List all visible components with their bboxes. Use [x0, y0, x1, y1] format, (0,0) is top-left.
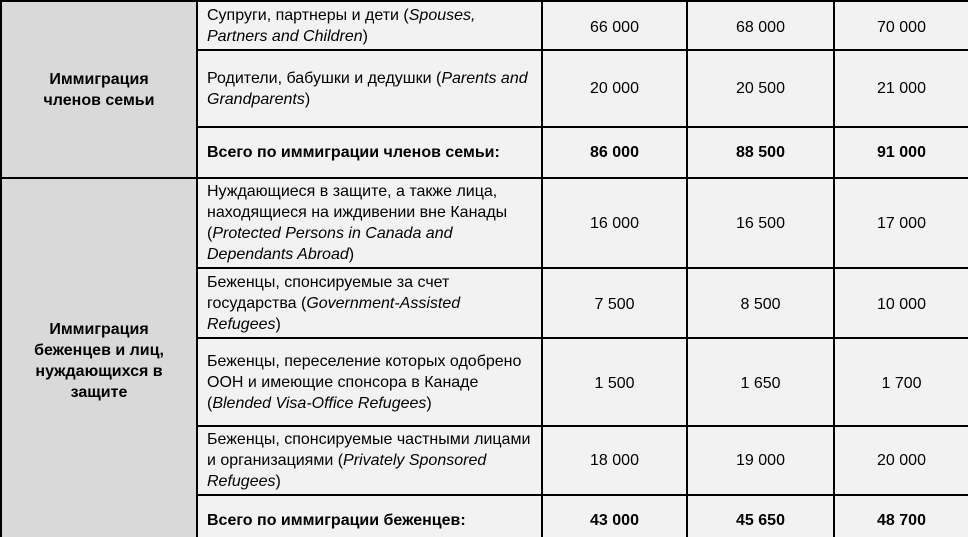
category-text-ru: Нуждающиеся в защите, а также лица, находящиеся на иждивении вне Канады (	[207, 183, 508, 242]
value-cell-year3: 17 000	[834, 178, 968, 268]
category-text-en: Protected Persons in Canada and Dependants Abroad	[207, 225, 453, 263]
category-cell-parents	[197, 50, 542, 127]
value-cell-year3: 1 700	[834, 338, 968, 426]
category-text-en: Parents and Grandparents	[207, 69, 528, 108]
table-row	[1, 1, 968, 50]
category-text-en: Privately Sponsored Refugees	[207, 452, 487, 490]
value-cell-year1: 18 000	[542, 426, 687, 495]
value-cell-year3: 10 000	[834, 268, 968, 338]
category-text-en: Blended Visa-Office Refugees	[212, 394, 427, 412]
table-row	[1, 178, 968, 268]
value-cell-year1: 16 000	[542, 178, 687, 268]
total-value-cell-year1: 43 000	[542, 495, 687, 537]
value-cell-year1: 20 000	[542, 50, 687, 127]
total-label-text: Всего по иммиграции беженцев:	[207, 512, 466, 529]
value-cell-year1: 7 500	[542, 268, 687, 338]
value-cell-year2: 20 500	[687, 50, 834, 127]
category-text-ru: Беженцы, спонсируемые за счет государства (	[207, 273, 450, 312]
value-cell-year1: 1 500	[542, 338, 687, 426]
total-value-cell-year2: 88 500	[687, 127, 834, 178]
value-cell-year1: 66 000	[542, 1, 687, 50]
category-text-close: )	[275, 315, 281, 333]
category-text-ru: Супруги, партнеры и дети (	[207, 6, 409, 24]
category-text-close: )	[304, 90, 311, 108]
total-label-cell-family	[197, 127, 542, 178]
total-value-cell-year3: 91 000	[834, 127, 968, 178]
value-cell-year2: 1 650	[687, 338, 834, 426]
total-value-cell-year1: 86 000	[542, 127, 687, 178]
category-text-en: Government-Assisted Refugees	[207, 294, 461, 333]
category-cell-protected-persons	[197, 178, 542, 268]
category-cell-privately-sponsored	[197, 426, 542, 495]
category-cell-government-assisted	[197, 268, 542, 338]
value-cell-year2: 16 500	[687, 178, 834, 268]
category-text-en: Spouses, Partners and Children	[207, 6, 476, 45]
total-value-cell-year3: 48 700	[834, 495, 968, 537]
value-cell-year3: 21 000	[834, 50, 968, 127]
group-cell-refugee-immigration: Иммиграция беженцев и лиц, нуждающихся в защите	[1, 178, 197, 537]
category-text-ru: Беженцы, переселение которых одобрено ООН и имеющие спонсора в Канаде (	[207, 352, 522, 412]
total-value-cell-year2: 45 650	[687, 495, 834, 537]
group-cell-family-immigration: Иммиграция членов семьи	[1, 1, 197, 178]
total-label-cell-refugees	[197, 495, 542, 537]
category-text-close: )	[426, 394, 432, 412]
category-text-close: )	[362, 27, 368, 45]
category-text-ru: Родители, бабушки и дедушки (	[207, 69, 442, 87]
value-cell-year2: 68 000	[687, 1, 834, 50]
value-cell-year3: 70 000	[834, 1, 968, 50]
total-label-text: Всего по иммиграции членов семьи:	[207, 144, 500, 161]
value-cell-year3: 20 000	[834, 426, 968, 495]
category-cell-blended-visa-office	[197, 338, 542, 426]
value-cell-year2: 19 000	[687, 426, 834, 495]
category-cell-spouses	[197, 1, 542, 50]
value-cell-year2: 8 500	[687, 268, 834, 338]
category-text-close: )	[275, 473, 281, 490]
category-text-close: )	[348, 246, 355, 263]
category-text-ru: Беженцы, спонсируемые частными лицами и организациями (	[207, 431, 531, 469]
